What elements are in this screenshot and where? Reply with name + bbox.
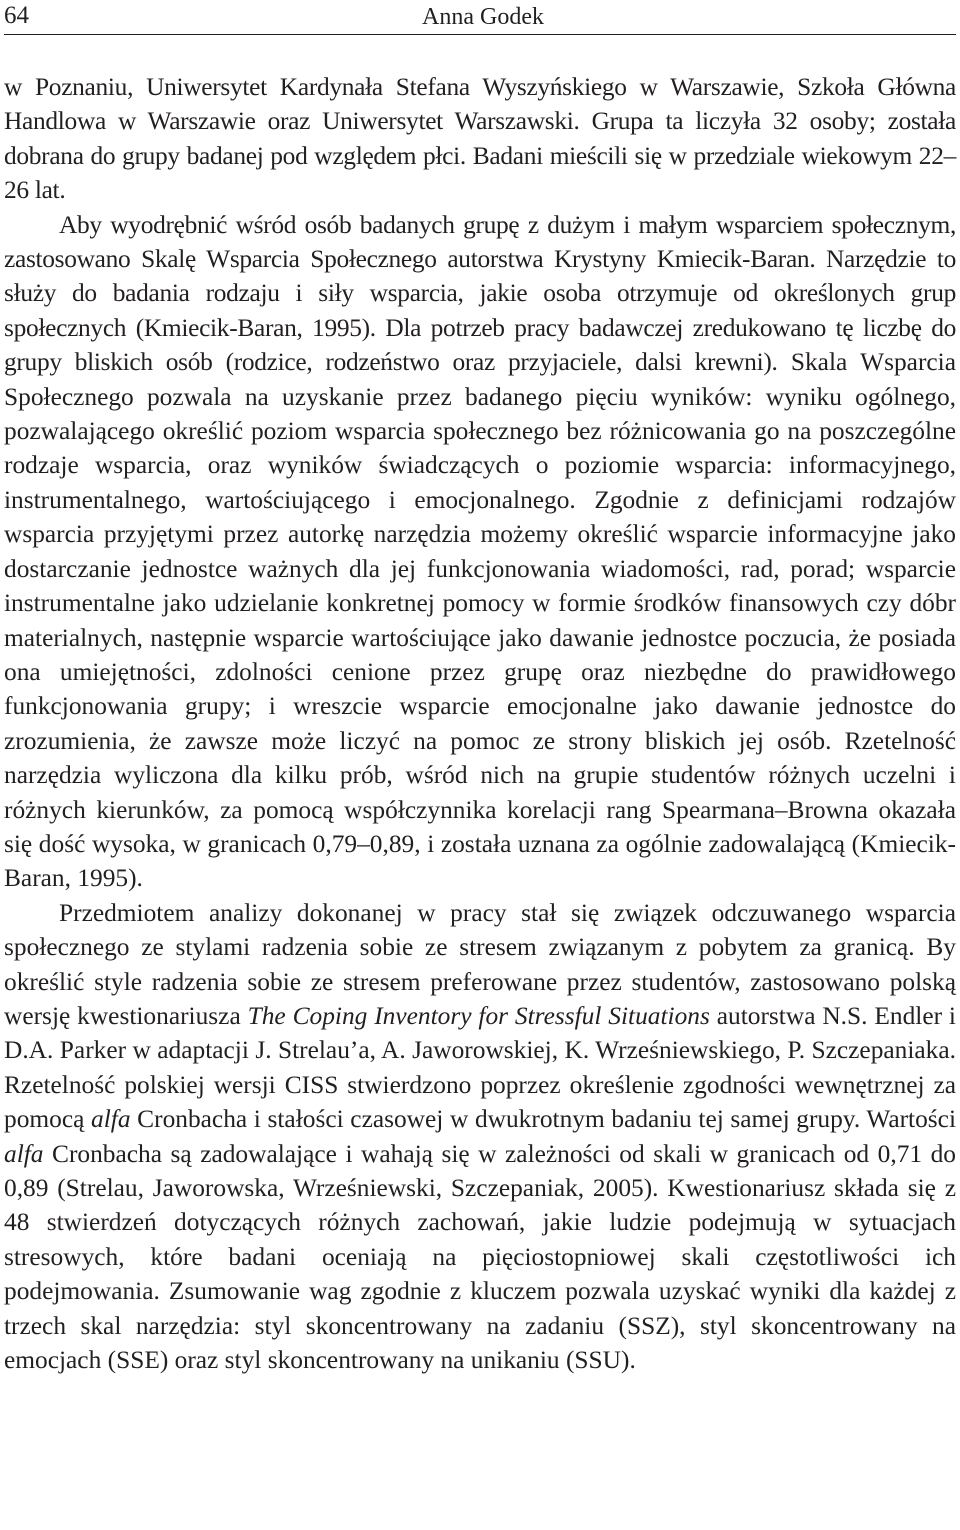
paragraph-support-scale xyxy=(4,208,956,896)
paragraph-3-part-3: Cronbacha i stałości czasowej w dwukrotnym badaniu tej samej grupy. Wartości xyxy=(130,1105,956,1134)
running-head-author: Anna Godek xyxy=(422,4,544,30)
paragraph-1-text: w Poznaniu, Uniwersytet Kardynała Stefana Wyszyńskiego w Warszawie, Szkoła Główna Handlowa w Warszawie oraz Uniwersytet Warszawski. Grupa ta liczyła 32 osoby; została dobrana do grupy badanej pod względem płci. Badani mieścili się w przedziale wiekowym 22–26 lat. xyxy=(4,73,956,205)
questionnaire-title: The Coping Inventory for Stressful Situations xyxy=(247,1001,710,1030)
paragraph-2-sentence-3: Skala Wsparcia Społecznego pozwala na uzyskanie przez badanego pięciu wyników: wyniku ogólnego, pozwalającego określić poziom wsparcia społecznego bez różnicowania go na poszczególne rodzaje wsparcia, oraz wyników świadczących o poziomie wsparcia: informacyjnego, instrumentalnego, wartościującego i emocjonalnego. Zgodnie z definicjami rodzajów wsparcia przyjętymi przez autorkę narzędzia możemy określić wsparcie informacyjne jako dostarczanie jednostce ważnych dla jej funkcjonowania wiadomości, rad, porad; wsparcie instrumentalne jako udzielanie konkretnej pomocy w formie środków finansowych czy dóbr materialnych, następnie wsparcie wartościujące jako dawanie jednostce poczucia, że posiada ona umiejętności, zdolności cenione przez grupę oraz niezbędne do prawidłowego funkcjonowania grupy; i wreszcie wsparcie emocjonalne jako dawanie jednostce do zrozumienia, że zawsze może liczyć na pomoc ze strony bliskich jej osób. Rzetelność narzędzia wyliczona dla kilku prób, wśród nich na grupie studentów różnych uczelni i różnych kierunków, za pomocą współczynnika korelacji rang Spearmana–Browna okazała się dość wysoka, w granicach 0,79–0,89, i została uznana za ogólnie zadowalającą (Kmiecik-Baran, 1995). xyxy=(4,348,956,893)
paragraph-3-part-2: autorstwa N.S. Endler i D.A. Parker w adaptacji J. Strelau’a, A. Jaworowskiej, K. Wrześniewskiego, P. Szczepaniaka. Rzetelność polskiej wersji CISS stwierdzono poprzez określenie zgodności wewnętrznej za pomocą xyxy=(4,1001,956,1134)
document-page xyxy=(4,0,956,1530)
paragraph-2-sentence-1: Aby wyodrębnić wśród osób badanych grupę z dużym i małym wsparciem społecznym, zastosowano Skalę Wsparcia Społecznego autorstwa Krystyny Kmiecik-Baran. xyxy=(4,210,956,274)
paragraph-3-part-1: Przedmiotem analizy dokonanej w pracy stał się związek odczuwanego wsparcia społecznego ze stylami radzenia sobie ze stresem związanym z pobytem za granicą. By określić style radzenia sobie ze stresem preferowane przez studentów, zastosowano polską wersję kwestionariusza xyxy=(4,898,956,1030)
alfa-term: alfa xyxy=(4,1139,44,1168)
paragraph-2-sentence-2: Narzędzie to służy do badania rodzaju i siły wsparcia, jakie osoba otrzymuje od określonych grup społecznych (Kmiecik-Baran, 1995). Dla potrzeb pracy badawczej zredukowano tę liczbę do grupy bliskich osób (rodzice, rodzeństwo oraz przyjaciele, dalsi krewni). xyxy=(4,245,956,377)
page-header xyxy=(4,0,956,35)
alfa-term: alfa xyxy=(91,1105,131,1134)
paragraph-continued xyxy=(4,70,956,208)
paragraph-3-part-4: Cronbacha są zadowalające i wahają się w zależności od skali w granicach od 0,71 do 0,89 (Strelau, Jaworowska, Wrześniewski, Szczepaniak, 2005). Kwestionariusz składa się z 48 stwierdzeń dotyczących różnych zachowań, jakie ludzie podejmują w sytuacjach stresowych, które badani oceniają na pięciostopniowej skali częstotliwości ich podejmowania. Zsumowanie wag zgodnie z kluczem pozwala uzyskać wyniki dla każdej z trzech skal narzędzia: styl skoncentrowany na zadaniu (SSZ), styl skoncentrowany na emocjach (SSE) oraz styl skoncentrowany na unikaniu (SSU). xyxy=(4,1139,956,1375)
page-number: 64 xyxy=(4,2,29,29)
paragraph-ciss xyxy=(4,896,956,1378)
body-text xyxy=(4,70,956,1377)
